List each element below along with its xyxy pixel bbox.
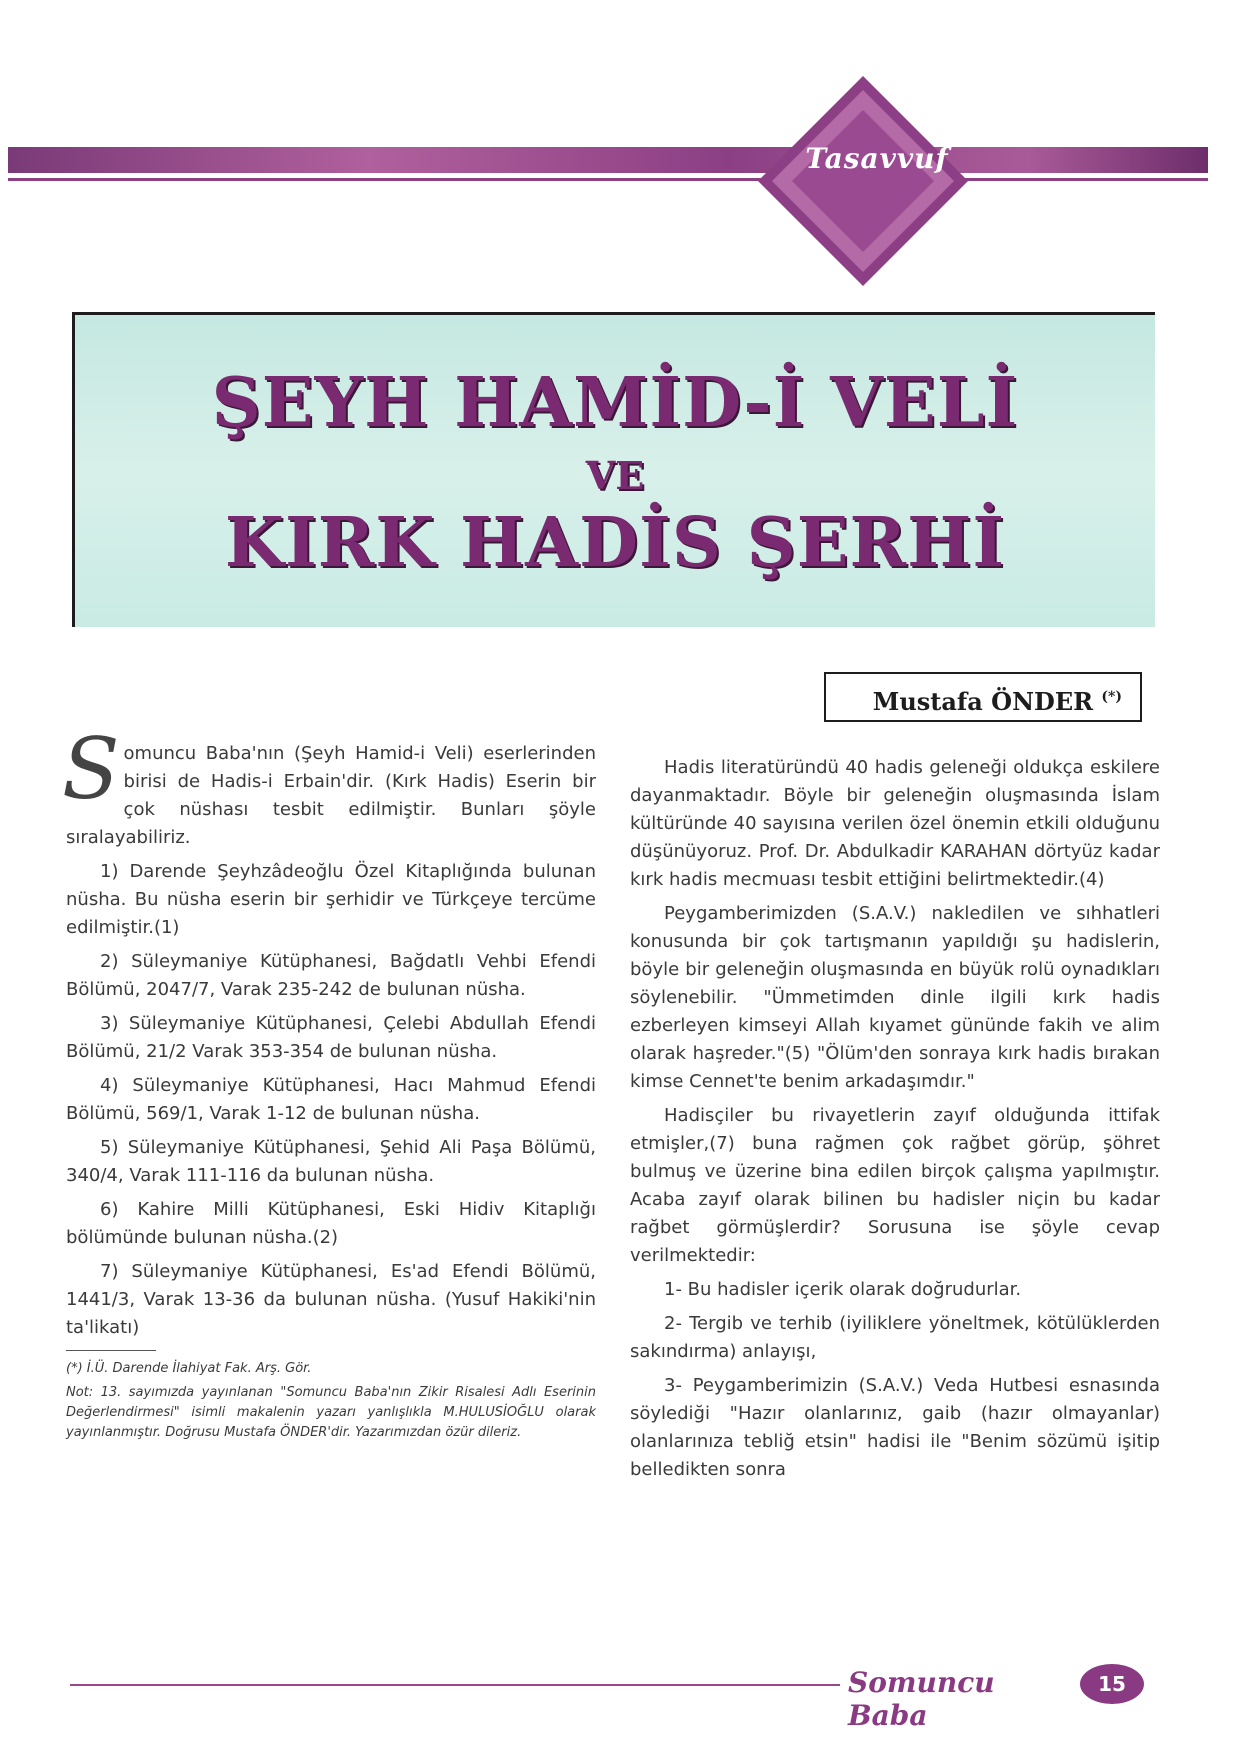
body-paragraph: Peygamberimizden (S.A.V.) nakledilen ve sıhhatleri konusunda bir çok tartışmanın yapıldığı şu hadislerin, böyle bir geleneğin oluşmasında en büyük rolü oynadıkları söylenebilir. "Ümmetimden dinle ilgili kırk hadis ezberleyen kimseyi Allah kıyamet gününde fakih ve alim olarak haşreder."(5) "Ölüm'den sonraya kırk hadis bırakan kimse Cennet'te benim arkadaşımdır." xyxy=(630,903,1160,1092)
title-box xyxy=(72,312,1155,627)
magazine-brand: Somuncu Baba xyxy=(848,1666,995,1732)
dropcap: S xyxy=(62,720,120,818)
title-line-1: ŞEYH HAMİD-İ VELİ xyxy=(211,363,1019,443)
footnote-rule xyxy=(66,1350,156,1351)
section-label: Tasavvuf xyxy=(805,142,949,175)
author-mark: (*) xyxy=(1101,689,1122,705)
header-rule xyxy=(8,178,1208,181)
right-column xyxy=(630,754,1160,1490)
list-item: 7) Süleymaniye Kütüphanesi, Es'ad Efendi Bölümü, 1441/3, Varak 13-36 da bulunan nüsha. (Yusuf Hakiki'nin ta'likatı) xyxy=(66,1261,596,1338)
author-box xyxy=(824,672,1142,722)
author-name: Mustafa ÖNDER xyxy=(872,687,1094,716)
left-column xyxy=(62,720,596,1447)
list-item: 6) Kahire Milli Kütüphanesi, Eski Hidiv Kitaplığı bölümünde bulunan nüsha.(2) xyxy=(66,1199,596,1248)
intro-text: omuncu Baba'nın (Şeyh Hamid-i Veli) eserlerinden birisi de Hadis-i Erbain'dir. (Kırk Hadis) Eserin bir çok nüshası tesbit edilmiştir. Bunları şöyle sıralayabiliriz. xyxy=(66,743,596,848)
title-line-2: VE xyxy=(585,453,645,498)
body-paragraph: 2- Tergib ve terhib (iyiliklere yöneltmek, kötülüklerden sakındırma) anlayışı, xyxy=(630,1313,1160,1362)
list-item: 1) Darende Şeyhzâdeoğlu Özel Kitaplığında bulunan nüsha. Bu nüsha eserin bir şerhidir ve Türkçeye tercüme edilmiştir.(1) xyxy=(66,861,596,938)
footnote-affiliation: (*) İ.Ü. Darende İlahiyat Fak. Arş. Gör. xyxy=(66,1361,312,1376)
footnotes xyxy=(66,1359,596,1443)
footnote-correction: Not: 13. sayımızda yayınlanan "Somuncu Baba'nın Zikir Risalesi Adlı Eserinin Değerlendirmesi" isimli makalenin yazarı yanlışlıkla M.HULUSİOĞLU olarak yayınlanmıştır. Doğrusu Mustafa ÖNDER'dir. Yazarımızdan özür dileriz. xyxy=(66,1385,596,1440)
body-paragraph: 3- Peygamberimizin (S.A.V.) Veda Hutbesi esnasında söylediği "Hazır olanlarınız, gaib (hazır olmayanlar) olanlarınıza tebliğ etsin" hadisi ile "Benim sözümü işitip belledikten sonra xyxy=(630,1375,1160,1480)
page-number: 15 xyxy=(1080,1664,1144,1704)
intro-paragraph xyxy=(62,720,596,852)
body-paragraph: Hadisçiler bu rivayetlerin zayıf olduğunda ittifak etmişler,(7) buna rağmen çok rağbet görüp, şöhret bulmuş ve üzerine bina edilen birçok çalışma yapılmıştır. Acaba zayıf olarak bilinen bu hadisler niçin bu kadar rağbet görmüşlerdir? Sorusuna ise şöyle cevap verilmektedir: xyxy=(630,1105,1160,1266)
header-band xyxy=(8,147,1208,173)
list-item: 5) Süleymaniye Kütüphanesi, Şehid Ali Paşa Bölümü, 340/4, Varak 111-116 da bulunan nüsha. xyxy=(66,1137,596,1186)
title-line-3: KIRK HADİS ŞERHİ xyxy=(224,503,1006,583)
list-item: 3) Süleymaniye Kütüphanesi, Çelebi Abdullah Efendi Bölümü, 21/2 Varak 353-354 de bulunan nüsha. xyxy=(66,1013,596,1062)
list-item: 4) Süleymaniye Kütüphanesi, Hacı Mahmud Efendi Bölümü, 569/1, Varak 1-12 de bulunan nüsha. xyxy=(66,1075,596,1124)
footer-rule xyxy=(70,1684,840,1686)
list-item: 2) Süleymaniye Kütüphanesi, Bağdatlı Vehbi Efendi Bölümü, 2047/7, Varak 235-242 de bulunan nüsha. xyxy=(66,951,596,1000)
body-paragraph: 1- Bu hadisler içerik olarak doğrudurlar. xyxy=(664,1279,1022,1300)
body-paragraph: Hadis literatüründü 40 hadis geleneği oldukça eskilere dayanmaktadır. Böyle bir geleneğin oluşmasında İslam kültüründe 40 sayısına verilen özel önemin etkili olduğunu düşünüyoruz. Prof. Dr. Abdulkadir KARAHAN dörtyüz kadar kırk hadis mecmuası tesbit ettiğini belirtmektedir.(4) xyxy=(630,757,1160,890)
